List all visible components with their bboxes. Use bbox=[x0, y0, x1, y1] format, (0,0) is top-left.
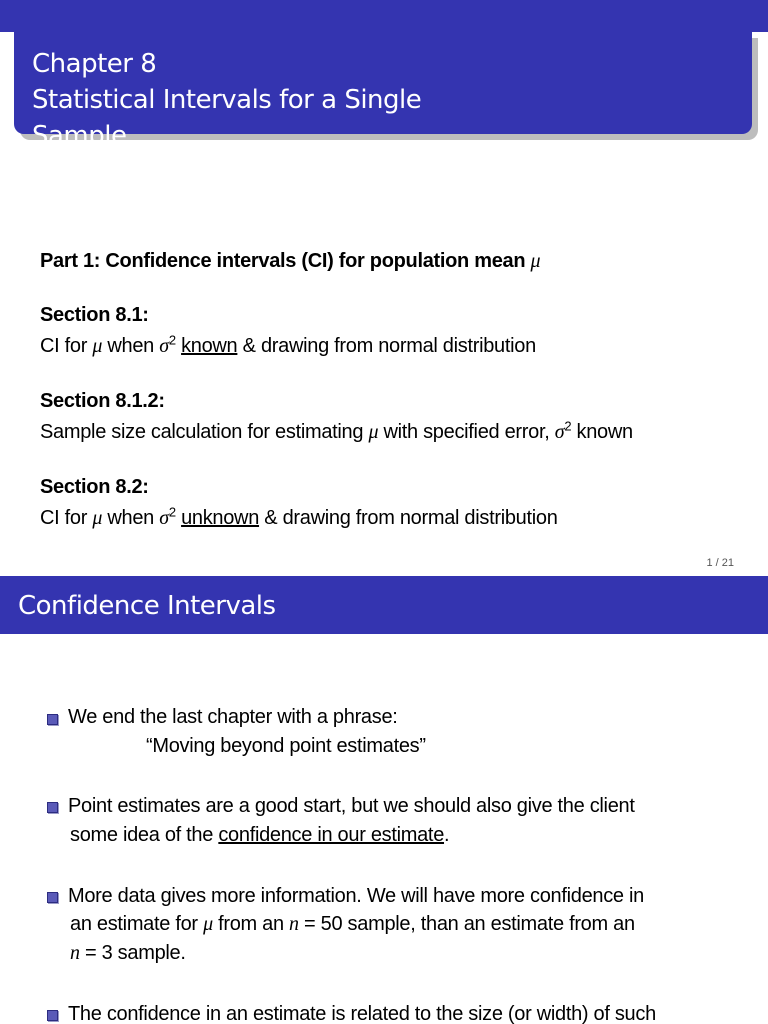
superscript: 2 bbox=[564, 418, 572, 434]
bullet-1-line2: “Moving beyond point estimates” bbox=[146, 735, 426, 757]
part-heading-text: Part 1: Confidence intervals (CI) for population mean bbox=[40, 250, 526, 272]
bullet-icon bbox=[47, 802, 58, 813]
chapter-title: Chapter 8 bbox=[32, 49, 157, 79]
text: & drawing from normal distribution bbox=[242, 335, 536, 357]
text: = 50 sample, than an estimate from an bbox=[304, 913, 635, 935]
bullet-icon bbox=[47, 892, 58, 903]
bullet-3-line3 bbox=[70, 939, 186, 968]
text: . bbox=[444, 824, 450, 846]
mu-symbol: μ bbox=[92, 335, 103, 357]
text: CI for bbox=[40, 335, 88, 357]
section-8-1-heading: Section 8.1: bbox=[40, 304, 149, 326]
title-box bbox=[14, 32, 752, 151]
section-8-2-text bbox=[40, 505, 558, 531]
part-heading bbox=[40, 248, 540, 274]
bullet-4-line1: The confidence in an estimate is related to the size (or width) of such bbox=[68, 1003, 656, 1024]
section-8-1-2-text bbox=[40, 419, 633, 445]
title-top-band bbox=[0, 0, 768, 32]
bullet-3-line2 bbox=[70, 910, 635, 939]
text: when bbox=[107, 507, 155, 529]
slide-title: Confidence Intervals bbox=[18, 591, 276, 621]
bullet-icon bbox=[47, 714, 58, 725]
section-8-1-text bbox=[40, 333, 536, 359]
bullet-icon bbox=[47, 1010, 58, 1021]
mu-symbol: μ bbox=[530, 250, 541, 272]
mu-symbol: μ bbox=[203, 913, 213, 935]
text: from an bbox=[218, 913, 284, 935]
confidence-underlined: confidence in our estimate bbox=[218, 824, 445, 846]
title-bar bbox=[0, 576, 768, 634]
page-number: 1 / 21 bbox=[706, 557, 734, 569]
known-underlined: known bbox=[181, 335, 238, 357]
unknown-underlined: unknown bbox=[181, 507, 260, 529]
sigma-symbol: σ bbox=[159, 335, 169, 357]
text: Sample size calculation for estimating bbox=[40, 421, 364, 443]
text: when bbox=[107, 335, 155, 357]
sigma-symbol: σ bbox=[554, 421, 565, 443]
text: an estimate for bbox=[70, 913, 198, 935]
bullet-2-line1: Point estimates are a good start, but we should also give the client bbox=[68, 795, 635, 817]
bullet-1-line1: We end the last chapter with a phrase: bbox=[68, 706, 398, 728]
bullet-2-line2 bbox=[70, 821, 449, 850]
mu-symbol: μ bbox=[368, 421, 379, 443]
bullet-3-line1: More data gives more information. We will have more confidence in bbox=[68, 885, 644, 907]
n-symbol: n bbox=[289, 913, 299, 935]
text: = 3 sample. bbox=[84, 942, 186, 964]
chapter-subtitle-line1: Statistical Intervals for a Single bbox=[32, 85, 422, 115]
text: with specified error, bbox=[383, 421, 550, 443]
text: some idea of the bbox=[70, 824, 214, 846]
text: known bbox=[576, 421, 633, 443]
sigma-symbol: σ bbox=[159, 507, 169, 529]
mu-symbol: μ bbox=[92, 507, 103, 529]
text: & drawing from normal distribution bbox=[264, 507, 558, 529]
superscript: 2 bbox=[168, 504, 176, 520]
chapter-subtitle-line2: Sample bbox=[32, 121, 127, 151]
section-8-1-2-heading: Section 8.1.2: bbox=[40, 390, 165, 412]
superscript: 2 bbox=[168, 332, 176, 348]
section-8-2-heading: Section 8.2: bbox=[40, 476, 149, 498]
n-symbol: n bbox=[70, 942, 80, 964]
slide-2 bbox=[0, 576, 768, 1024]
text: CI for bbox=[40, 507, 88, 529]
